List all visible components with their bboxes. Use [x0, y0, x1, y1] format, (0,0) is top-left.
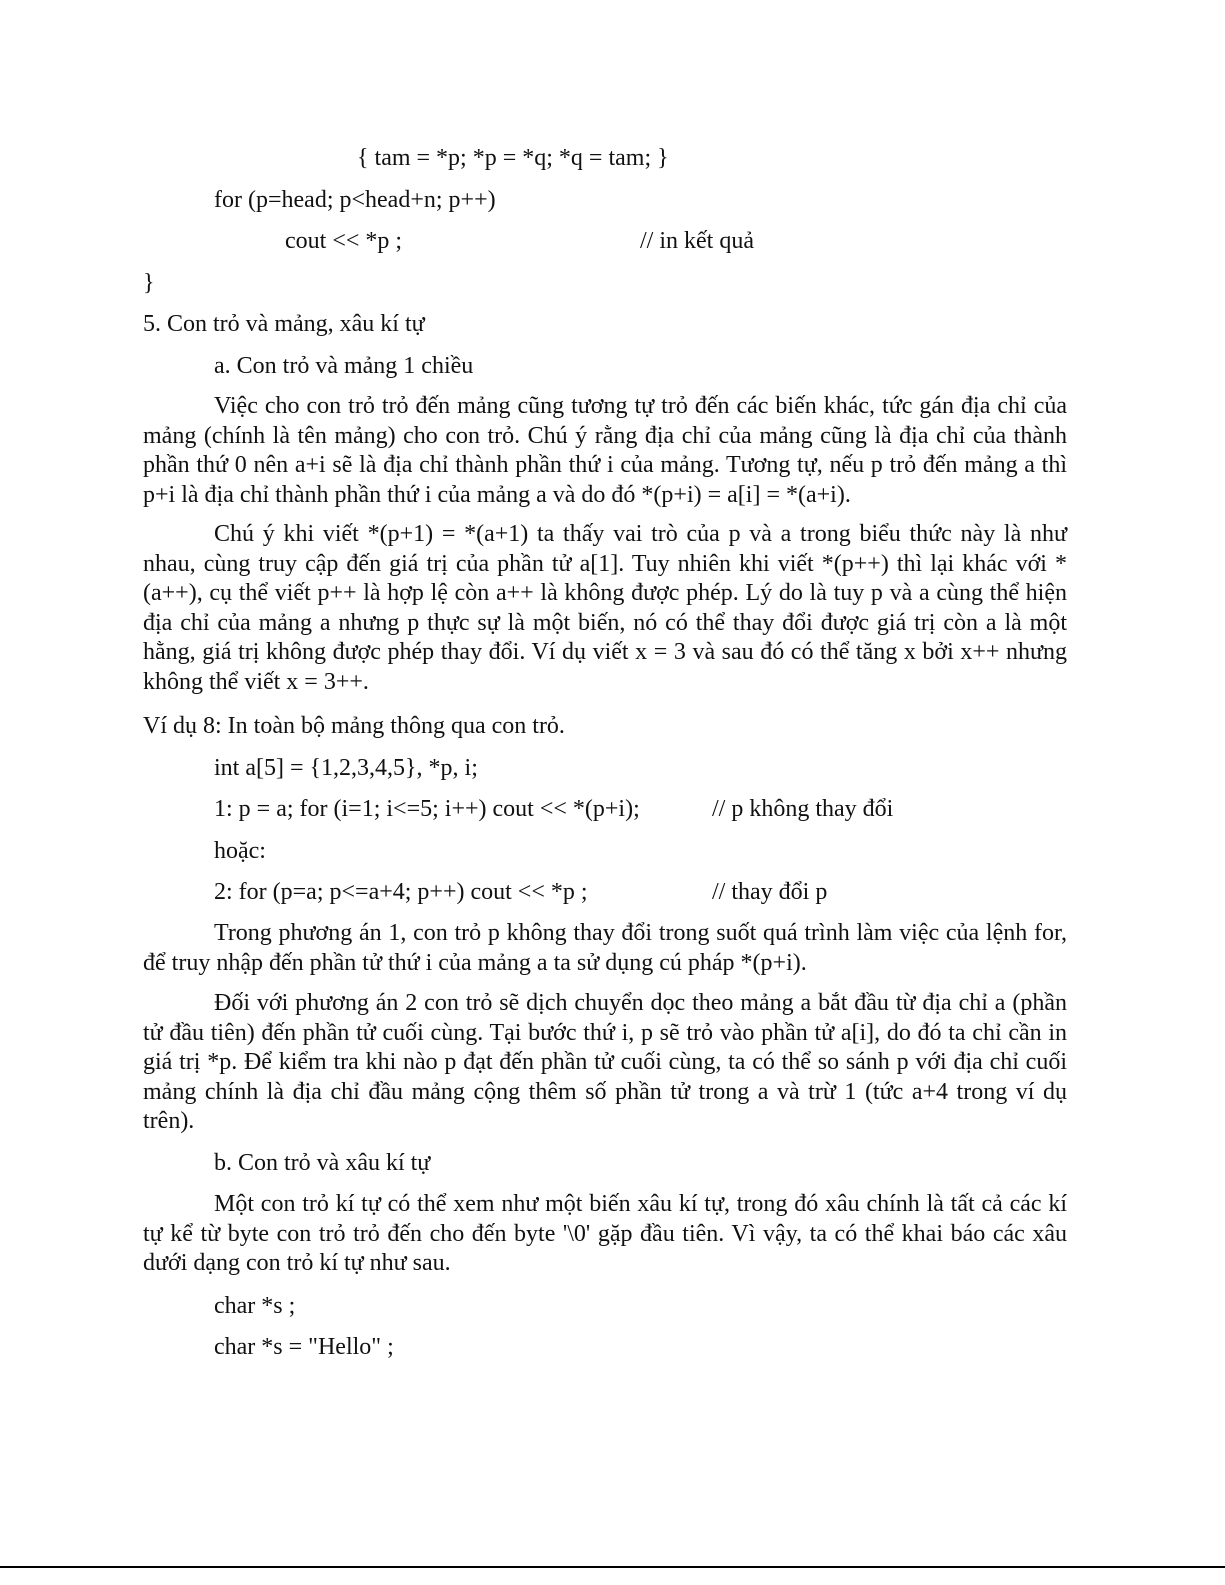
- example-8-declaration: int a[5] = {1,2,3,4,5}, *p, i;: [214, 755, 478, 781]
- paragraph-5: Một con trỏ kí tự có thể xem như một biến xâu kí tự, trong đó xâu chính là tất cả các kí tự kể từ byte con trỏ trỏ đến cho đến byte '\0' gặp đầu tiên. Vì vậy, ta có thể khai báo các xâu dưới dạng con trỏ kí tự như sau.: [143, 1191, 1067, 1277]
- option-1-comment: // p không thay đổi: [712, 796, 894, 822]
- section-heading: 5. Con trỏ và mảng, xâu kí tự: [143, 311, 425, 337]
- code-closing-brace: }: [143, 270, 155, 296]
- code-for-line: for (p=head; p<head+n; p++): [214, 187, 496, 213]
- paragraph-2: Chú ý khi viết *(p+1) = *(a+1) ta thấy vai trò của p và a trong biểu thức này là như nhau, cùng truy cập đến giá trị của phần tử a[1]. Tuy nhiên khi viết *(p++) thì lại khác với *(a++), cụ thể viết p++ là hợp lệ còn a++ là không được phép. Lý do là tuy p và a cùng thể hiện địa chỉ của mảng a nhưng p thực sự là một biến, nó có thể thay đổi được giá trị còn a là một hằng, giá trị không được phép thay đổi. Ví dụ viết x = 3 và sau đó có thể tăng x bởi x++ nhưng không thể viết x = 3++.: [143, 521, 1067, 695]
- option-2-comment: // thay đổi p: [712, 879, 828, 905]
- code-cout-comment: // in kết quả: [640, 228, 754, 254]
- subsection-b-heading: b. Con trỏ và xâu kí tự: [214, 1150, 431, 1176]
- example-8-title: Ví dụ 8: In toàn bộ mảng thông qua con trỏ.: [143, 713, 565, 739]
- char-pointer-declaration: char *s ;: [214, 1293, 296, 1319]
- subsection-a-heading: a. Con trỏ và mảng 1 chiều: [214, 353, 474, 379]
- code-cout-line: cout << *p ;: [285, 228, 403, 254]
- paragraph-1: Việc cho con trỏ trỏ đến mảng cũng tương tự trỏ đến các biến khác, tức gán địa chỉ của mảng (chính là tên mảng) cho con trỏ. Chú ý rằng địa chỉ của mảng cũng là địa chỉ của thành phần thứ 0 nên a+i sẽ là địa chỉ thành phần thứ i của mảng. Tương tự, nếu p trỏ đến mảng a thì p+i là địa chỉ thành phần thứ i của mảng a và do đó *(p+i) = a[i] = *(a+i).: [143, 393, 1067, 508]
- option-1-code: 1: p = a; for (i=1; i<=5; i++) cout << *(p+i);: [214, 796, 640, 822]
- page-bottom-divider: [0, 1566, 1225, 1568]
- paragraph-4: Đối với phương án 2 con trỏ sẽ dịch chuyển dọc theo mảng a bắt đầu từ địa chỉ a (phần tử đầu tiên) đến phần tử cuối cùng. Tại bước thứ i, p sẽ trỏ vào phần tử a[i], do đó ta chỉ cần in giá trị *p. Để kiểm tra khi nào p đạt đến phần tử cuối cùng, ta có thể so sánh p với địa chỉ cuối mảng chính là địa chỉ đầu mảng cộng thêm số phần tử trong a và trừ 1 (tức a+4 trong ví dụ trên).: [143, 990, 1067, 1135]
- char-pointer-init: char *s = "Hello" ;: [214, 1334, 394, 1360]
- paragraph-3: Trong phương án 1, con trỏ p không thay đổi trong suốt quá trình làm việc của lệnh for, để truy nhập đến phần tử thứ i của mảng a ta sử dụng cú pháp *(p+i).: [143, 920, 1067, 976]
- code-swap-line: { tam = *p; *p = *q; *q = tam; }: [357, 145, 669, 171]
- or-label: hoặc:: [214, 838, 266, 864]
- option-2-code: 2: for (p=a; p<=a+4; p++) cout << *p ;: [214, 879, 588, 905]
